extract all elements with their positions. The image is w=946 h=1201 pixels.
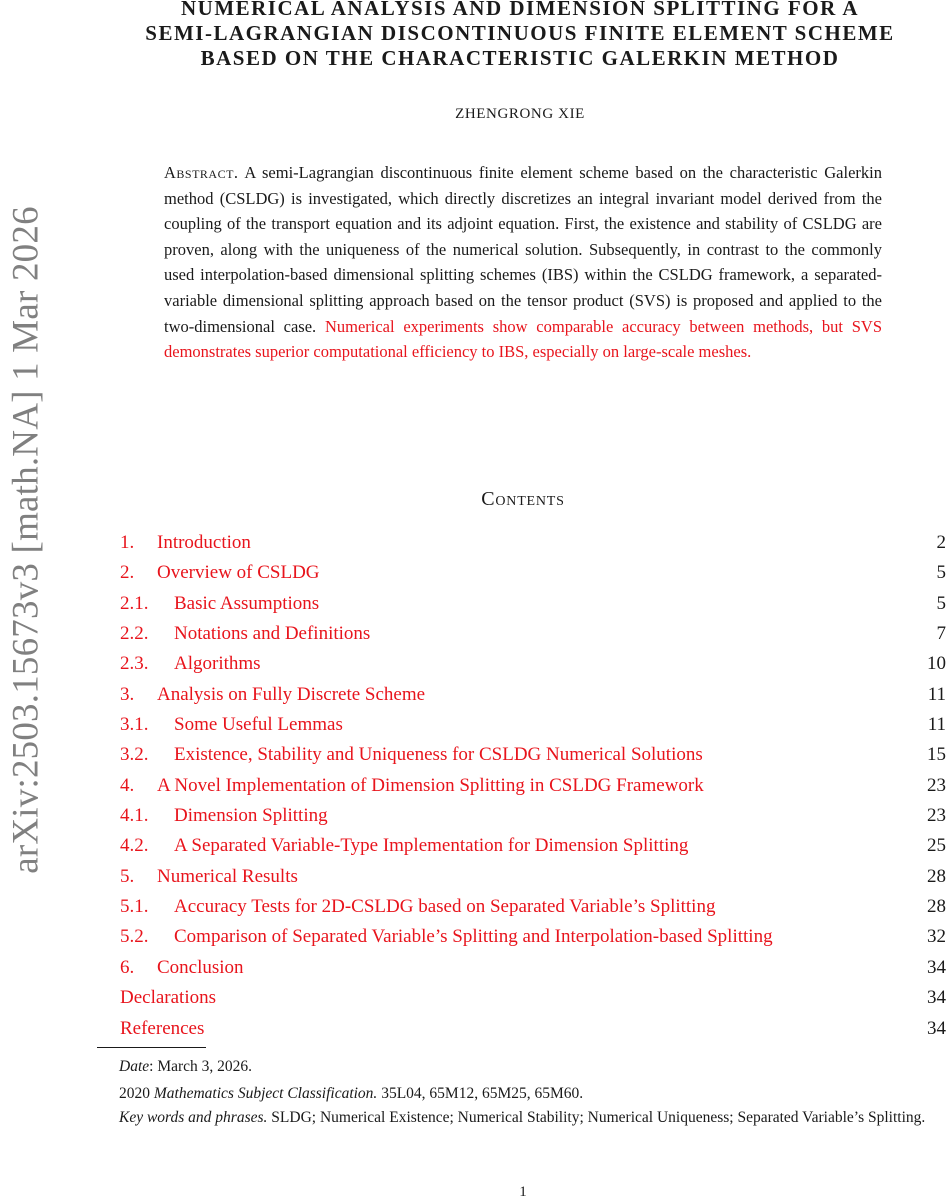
toc-entry-number[interactable]: 2.	[120, 560, 134, 586]
toc-entry[interactable]	[120, 985, 946, 1015]
toc-entry-link[interactable]: References	[120, 1016, 204, 1042]
title-line-1: NUMERICAL ANALYSIS AND DIMENSION SPLITTING FOR A	[100, 0, 940, 21]
toc-entry-number[interactable]: 4.2.	[120, 833, 149, 859]
arxiv-stamp-text: arXiv:2503.15673v3 [math.NA] 1 Mar 2026	[5, 206, 48, 874]
footnote-rule	[97, 1047, 206, 1048]
toc-entry-page: 23	[927, 773, 946, 799]
msc-value: 35L04, 65M12, 65M25, 65M60.	[377, 1085, 583, 1102]
toc-entry-page: 34	[927, 955, 946, 981]
abstract-body: A semi-Lagrangian discontinuous finite element scheme based on the characteristic Galerkin method (CSLDG) is investigated, which directly discretizes an integral invariant model derived from the coupling of the transport equation and its adjoint equation. First, the existence and stability of CSLDG are proven, along with the uniqueness of the numerical solution. Subsequently, in contrast to the commonly used interpolation-based dimensional splitting schemes (IBS) within the CSLDG framework, a separated-variable dimensional splitting approach based on the tensor product (SVS) is proposed and applied to the two-dimensional case.	[164, 163, 882, 336]
abstract-heading: Abstract.	[164, 163, 239, 182]
toc-entry[interactable]	[120, 773, 946, 803]
contents-heading: Contents	[100, 488, 946, 511]
toc-entry-link[interactable]: Basic Assumptions	[174, 591, 319, 617]
toc-entry[interactable]	[120, 742, 946, 772]
toc-entry[interactable]	[120, 955, 946, 985]
toc-entry-number[interactable]: 5.2.	[120, 924, 149, 950]
toc-entry[interactable]	[120, 712, 946, 742]
toc-entry[interactable]	[120, 591, 946, 621]
toc-entry[interactable]	[120, 530, 946, 560]
abstract-highlight[interactable]: Numerical experiments show comparable accuracy between methods, but SVS demonstrates superior computational efficiency to IBS, especially on large-scale meshes.	[164, 317, 882, 362]
date-value: : March 3, 2026.	[149, 1058, 252, 1075]
toc-entry-number[interactable]: 1.	[120, 530, 134, 556]
toc-entry-number[interactable]: 2.2.	[120, 621, 149, 647]
keywords-label: Key words and phrases.	[119, 1109, 267, 1126]
toc-entry-page: 34	[927, 985, 946, 1011]
date-label: Date	[119, 1058, 149, 1075]
toc-entry-page: 28	[927, 894, 946, 920]
toc-entry-page: 7	[937, 621, 946, 647]
toc-entry-page: 5	[937, 560, 946, 586]
toc-entry-link[interactable]: Numerical Results	[157, 864, 298, 890]
toc-entry-page: 15	[927, 742, 946, 768]
toc-entry[interactable]	[120, 833, 946, 863]
toc-entry-number[interactable]: 2.1.	[120, 591, 149, 617]
toc-entry[interactable]	[120, 651, 946, 681]
toc-entry-link[interactable]: Dimension Splitting	[174, 803, 328, 829]
toc-entry-link[interactable]: Declarations	[120, 985, 216, 1011]
toc-entry-number[interactable]: 3.2.	[120, 742, 149, 768]
toc-entry-number[interactable]: 4.	[120, 773, 134, 799]
toc-entry-link[interactable]: A Novel Implementation of Dimension Splitting in CSLDG Framework	[157, 773, 704, 799]
toc-entry-number[interactable]: 6.	[120, 955, 134, 981]
toc-entry-link[interactable]: Notations and Definitions	[174, 621, 370, 647]
toc-entry-link[interactable]: Comparison of Separated Variable’s Splitting and Interpolation-based Splitting	[174, 924, 773, 950]
toc-entry-page: 32	[927, 924, 946, 950]
toc-entry-link[interactable]: Accuracy Tests for 2D-CSLDG based on Separated Variable’s Splitting	[174, 894, 715, 920]
toc-entry[interactable]	[120, 864, 946, 894]
footnote-keywords	[97, 1106, 946, 1129]
author-name: ZHENGRONG XIE	[100, 106, 940, 123]
toc-entry-page: 11	[928, 682, 946, 708]
footnote-date	[97, 1055, 946, 1078]
toc-entry-page: 5	[937, 591, 946, 617]
toc-entry[interactable]	[120, 560, 946, 590]
toc-entry[interactable]	[120, 803, 946, 833]
footnote-msc	[97, 1082, 946, 1105]
toc-entry-number[interactable]: 4.1.	[120, 803, 149, 829]
toc-entry-page: 28	[927, 864, 946, 890]
page-number: 1	[100, 1184, 946, 1201]
toc-entry-page: 25	[927, 833, 946, 859]
toc-entry-link[interactable]: Introduction	[157, 530, 251, 556]
toc-entry-link[interactable]: Algorithms	[174, 651, 261, 677]
toc-entry-page: 23	[927, 803, 946, 829]
toc-entry-link[interactable]: Existence, Stability and Uniqueness for CSLDG Numerical Solutions	[174, 742, 703, 768]
table-of-contents	[120, 530, 946, 1046]
toc-entry-link[interactable]: A Separated Variable-Type Implementation for Dimension Splitting	[174, 833, 688, 859]
toc-entry-number[interactable]: 3.	[120, 682, 134, 708]
toc-entry-page: 10	[927, 651, 946, 677]
paper-title	[100, 0, 940, 71]
toc-entry-link[interactable]: Conclusion	[157, 955, 244, 981]
title-line-2: SEMI-LAGRANGIAN DISCONTINUOUS FINITE ELEMENT SCHEME	[100, 21, 940, 46]
toc-entry-link[interactable]: Overview of CSLDG	[157, 560, 320, 586]
toc-entry-number[interactable]: 5.	[120, 864, 134, 890]
toc-entry[interactable]	[120, 924, 946, 954]
abstract	[164, 160, 882, 365]
keywords-value: SLDG; Numerical Existence; Numerical Stability; Numerical Uniqueness; Separated Variable’s Splitting.	[267, 1109, 925, 1126]
toc-entry[interactable]	[120, 1016, 946, 1046]
toc-entry[interactable]	[120, 682, 946, 712]
toc-entry-page: 34	[927, 1016, 946, 1042]
toc-entry-number[interactable]: 2.3.	[120, 651, 149, 677]
toc-entry-link[interactable]: Analysis on Fully Discrete Scheme	[157, 682, 425, 708]
toc-entry-link[interactable]: Some Useful Lemmas	[174, 712, 343, 738]
toc-entry[interactable]	[120, 621, 946, 651]
toc-entry-number[interactable]: 5.1.	[120, 894, 149, 920]
msc-label: Mathematics Subject Classification.	[154, 1085, 377, 1102]
toc-entry-number[interactable]: 3.1.	[120, 712, 149, 738]
arxiv-stamp	[4, 180, 48, 900]
toc-entry-page: 11	[928, 712, 946, 738]
toc-entry[interactable]	[120, 894, 946, 924]
msc-year: 2020	[119, 1085, 154, 1102]
toc-entry-page: 2	[937, 530, 946, 556]
title-line-3: BASED ON THE CHARACTERISTIC GALERKIN METHOD	[100, 46, 940, 71]
